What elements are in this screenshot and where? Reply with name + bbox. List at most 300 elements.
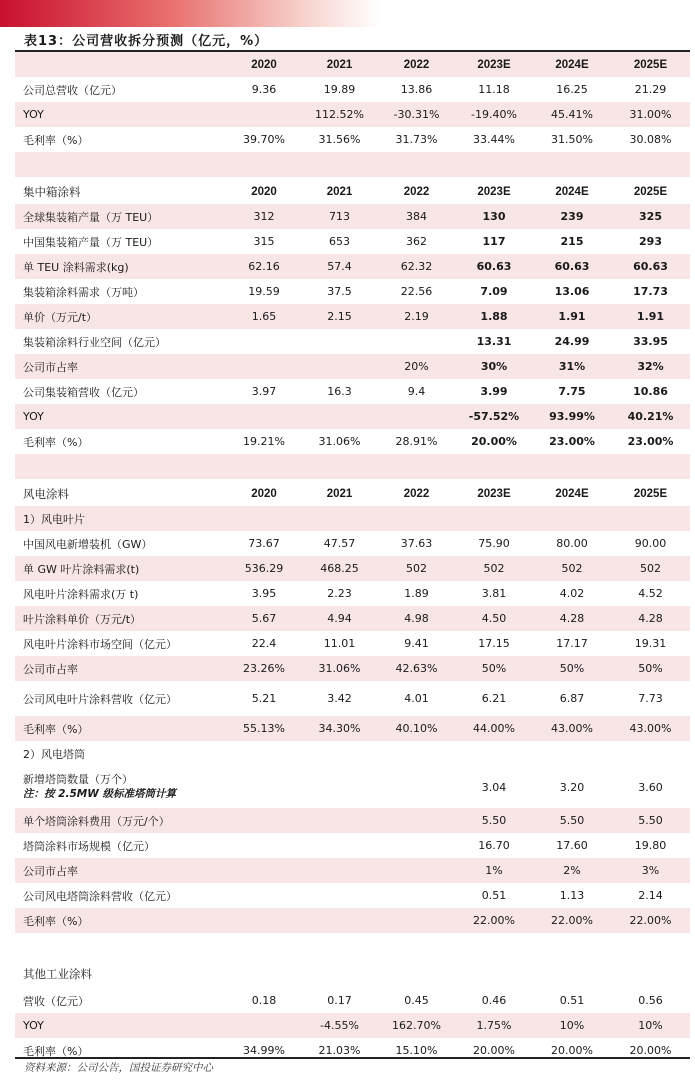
value-cell	[378, 329, 455, 354]
spacer-cell	[15, 152, 690, 177]
value-cell: 33.95	[633, 335, 668, 348]
value-cell: 239	[533, 204, 611, 229]
table-row	[15, 127, 690, 152]
value-cell: 1.88	[455, 304, 533, 329]
value-cell: 16.3	[327, 385, 352, 398]
value-cell: 7.73	[638, 692, 663, 705]
table-row	[15, 883, 690, 908]
row-label: 全球集装箱产量（万 TEU）	[15, 204, 227, 229]
table-row	[15, 858, 690, 883]
value-cell: 536.29	[227, 556, 301, 581]
value-cell	[227, 404, 301, 429]
value-cell: 3.04	[481, 780, 507, 794]
value-cell: 50%	[611, 656, 690, 681]
year-header: 2021	[326, 487, 353, 500]
value-cell: 4.98	[378, 606, 455, 631]
table-row	[15, 766, 690, 808]
spacer-cell	[15, 933, 690, 958]
value-cell: 30%	[455, 354, 533, 379]
table-row	[15, 254, 690, 279]
value-cell: 20.00%	[629, 1044, 672, 1057]
value-cell: 31.73%	[395, 133, 438, 146]
value-cell: 43.00%	[611, 716, 690, 741]
empty-cell	[611, 741, 690, 766]
value-cell	[227, 908, 301, 933]
value-cell: 3.60	[638, 780, 663, 794]
value-cell: 20.00%	[551, 1044, 593, 1057]
value-cell: 3.81	[481, 587, 507, 600]
row-label: YOY	[15, 1013, 227, 1038]
row-label: 单 GW 叶片涂料需求(t)	[15, 556, 227, 581]
value-cell: 502	[378, 556, 455, 581]
year-header: 2022	[403, 487, 430, 500]
table-row	[15, 656, 690, 681]
value-cell: 50%	[455, 656, 533, 681]
value-cell: 4.01	[404, 692, 429, 705]
row-label: 毛利率（%）	[15, 908, 227, 933]
value-cell: 0.18	[251, 994, 277, 1007]
value-cell: 31.00%	[611, 102, 690, 127]
value-cell: 19.21%	[243, 435, 285, 448]
value-cell	[378, 858, 455, 883]
value-cell: 112.52%	[301, 102, 378, 127]
value-cell	[378, 808, 455, 833]
empty-cell	[455, 741, 533, 766]
row-label: 叶片涂料单价（万元/t）	[15, 606, 227, 631]
year-header: 2024E	[555, 487, 589, 500]
row-label: 公司集装箱营收（亿元）	[23, 385, 144, 399]
value-cell	[227, 102, 301, 127]
value-cell: 22.4	[251, 637, 277, 650]
value-cell	[301, 404, 378, 429]
value-cell: 34.30%	[301, 716, 378, 741]
year-header: 2022	[378, 52, 455, 77]
year-header: 2025E	[633, 487, 668, 500]
value-cell: 0.51	[559, 994, 585, 1007]
table-header-row	[15, 52, 690, 77]
value-cell: 2.23	[327, 587, 352, 600]
value-cell: 60.63	[533, 254, 611, 279]
value-cell: 19.31	[634, 637, 667, 650]
value-cell	[301, 883, 378, 908]
value-cell: 9.36	[251, 83, 277, 96]
value-cell: 713	[301, 204, 378, 229]
value-cell	[378, 883, 455, 908]
table-row	[15, 556, 690, 581]
value-cell: -19.40%	[455, 102, 533, 127]
value-cell: 73.67	[248, 537, 280, 550]
value-cell: 10%	[533, 1013, 611, 1038]
value-cell: 4.52	[638, 587, 663, 600]
table-row	[15, 606, 690, 631]
value-cell: 47.57	[323, 537, 356, 550]
value-cell	[227, 883, 301, 908]
table-row	[15, 229, 690, 254]
value-cell	[378, 766, 455, 808]
value-cell: 2%	[533, 858, 611, 883]
value-cell: 93.99%	[533, 404, 611, 429]
value-cell: 9.4	[407, 385, 426, 398]
empty-cell	[301, 741, 378, 766]
table-row	[15, 988, 690, 1013]
value-cell: 19.89	[323, 83, 356, 96]
value-cell: 162.70%	[378, 1013, 455, 1038]
bottom-rule	[15, 1057, 690, 1059]
value-cell: 37.5	[327, 285, 352, 298]
empty-cell	[227, 506, 301, 531]
table-row	[15, 808, 690, 833]
spacer-row	[15, 454, 690, 479]
table-row	[15, 204, 690, 229]
value-cell: 10%	[611, 1013, 690, 1038]
spacer-row	[15, 152, 690, 177]
value-cell: 20.00%	[471, 435, 517, 448]
row-label: 集装箱涂料需求（万吨）	[23, 285, 144, 299]
value-cell	[301, 808, 378, 833]
table-row	[15, 531, 690, 556]
empty-cell	[227, 741, 301, 766]
value-cell: 0.45	[404, 994, 429, 1007]
value-cell: 3.42	[327, 692, 352, 705]
empty-cell	[533, 741, 611, 766]
year-header	[301, 960, 378, 988]
year-header: 2024E	[533, 52, 611, 77]
value-cell: 1%	[455, 858, 533, 883]
value-cell	[227, 858, 301, 883]
value-cell	[378, 833, 455, 858]
value-cell: 39.70%	[243, 133, 285, 146]
value-cell: 16.25	[556, 83, 588, 96]
calculation-note: 注：按 2.5MW 级标准塔筒计算	[23, 788, 176, 800]
value-cell: 33.44%	[473, 133, 515, 146]
year-header: 2025E	[633, 185, 668, 198]
value-cell: 40.10%	[378, 716, 455, 741]
value-cell: 22.00%	[611, 908, 690, 933]
value-cell: 10.86	[633, 385, 668, 398]
value-cell: 1.91	[611, 304, 690, 329]
value-cell: 312	[227, 204, 301, 229]
empty-cell	[533, 506, 611, 531]
value-cell: 653	[329, 235, 350, 248]
value-cell: 5.67	[227, 606, 301, 631]
value-cell: 19.80	[634, 839, 667, 852]
value-cell: 1.13	[559, 889, 585, 902]
year-header: 2023E	[455, 52, 533, 77]
table-header-row	[15, 481, 690, 506]
value-cell: 60.63	[611, 254, 690, 279]
section-label: 风电涂料	[23, 486, 69, 501]
table-row	[15, 404, 690, 429]
row-label-text: 新增塔筒数量（万个）	[23, 773, 133, 786]
row-label: YOY	[15, 404, 227, 429]
value-cell: 130	[455, 204, 533, 229]
row-label: 毛利率（%）	[23, 1044, 89, 1058]
value-cell: 7.09	[480, 285, 508, 298]
value-cell: 40.21%	[611, 404, 690, 429]
value-cell	[227, 808, 301, 833]
year-header	[533, 960, 611, 988]
value-cell: 44.00%	[455, 716, 533, 741]
year-header	[455, 960, 533, 988]
year-header: 2021	[301, 52, 378, 77]
value-cell: 43.00%	[533, 716, 611, 741]
value-cell: 5.21	[251, 692, 277, 705]
value-cell: 31.06%	[301, 656, 378, 681]
table-row	[15, 379, 690, 404]
table-row	[15, 631, 690, 656]
value-cell: 293	[639, 235, 662, 248]
value-cell	[301, 766, 378, 808]
year-header	[227, 960, 301, 988]
row-label: 公司总营收（亿元）	[23, 83, 122, 97]
value-cell: 6.87	[559, 692, 585, 705]
value-cell: 22.00%	[533, 908, 611, 933]
value-cell: 5.50	[455, 808, 533, 833]
table-row	[15, 102, 690, 127]
spacer-cell	[15, 454, 690, 479]
value-cell: 11.01	[323, 637, 356, 650]
value-cell: 0.56	[638, 994, 663, 1007]
value-cell: 37.63	[400, 537, 433, 550]
value-cell: 16.70	[478, 839, 510, 852]
value-cell: 315	[253, 235, 275, 248]
revenue-forecast-table	[15, 52, 690, 1063]
row-label: 毛利率（%）	[23, 133, 89, 147]
empty-cell	[378, 506, 455, 531]
value-cell: 13.31	[476, 335, 512, 348]
year-header: 2020	[251, 487, 277, 500]
row-label: 集装箱涂料行业空间（亿元）	[23, 335, 166, 349]
value-cell: 3.99	[480, 385, 508, 398]
value-cell: -57.52%	[455, 404, 533, 429]
table-row	[15, 908, 690, 933]
table-header-row	[15, 179, 690, 204]
row-label: 塔筒涂料市场规模（亿元）	[23, 839, 155, 853]
value-cell: 62.32	[378, 254, 455, 279]
row-label: 中国风电新增装机（GW）	[23, 537, 153, 551]
value-cell: -4.55%	[301, 1013, 378, 1038]
value-cell: 23.26%	[227, 656, 301, 681]
value-cell	[227, 833, 301, 858]
subsection-row	[15, 741, 690, 766]
row-label: 风电叶片涂料需求(万 t)	[23, 587, 139, 601]
row-label: 公司风电塔筒涂料营收（亿元）	[23, 889, 177, 903]
value-cell: 502	[533, 556, 611, 581]
row-label: 营收（亿元）	[23, 994, 89, 1008]
year-header: 2023E	[477, 185, 511, 198]
value-cell: 6.21	[481, 692, 507, 705]
value-cell: 0.17	[327, 994, 352, 1007]
row-label: 中国集装箱产量（万 TEU）	[23, 235, 159, 249]
value-cell: 31%	[533, 354, 611, 379]
year-header: 2020	[251, 185, 277, 198]
table-row	[15, 329, 690, 354]
value-cell: 502	[455, 556, 533, 581]
value-cell: 325	[611, 204, 690, 229]
empty-cell	[301, 506, 378, 531]
empty-cell	[455, 506, 533, 531]
value-cell: 0.46	[481, 994, 507, 1007]
year-header: 2023E	[477, 487, 511, 500]
value-cell: 20%	[378, 354, 455, 379]
value-cell: 3.20	[559, 780, 585, 794]
value-cell: 75.90	[478, 537, 510, 550]
value-cell: 31.06%	[318, 435, 361, 448]
value-cell: 4.94	[301, 606, 378, 631]
section-label	[15, 52, 227, 77]
value-cell: 117	[482, 235, 506, 248]
value-cell: 55.13%	[227, 716, 301, 741]
value-cell: 32%	[611, 354, 690, 379]
table-header-row	[15, 960, 690, 988]
table-row	[15, 833, 690, 858]
table-row	[15, 581, 690, 606]
value-cell: 4.28	[533, 606, 611, 631]
value-cell: 19.59	[248, 285, 280, 298]
value-cell: 3%	[611, 858, 690, 883]
value-cell: 13.86	[400, 83, 433, 96]
source-note: 资料来源：公司公告，国投证券研究中心	[24, 1062, 213, 1074]
year-header: 2022	[403, 185, 430, 198]
value-cell: 23.00%	[627, 435, 674, 448]
value-cell: 17.17	[556, 637, 588, 650]
value-cell	[227, 1013, 301, 1038]
value-cell: 34.99%	[243, 1044, 285, 1057]
value-cell: 1.89	[404, 587, 429, 600]
value-cell: 384	[378, 204, 455, 229]
value-cell: 1.91	[533, 304, 611, 329]
value-cell: 20.00%	[473, 1044, 515, 1057]
value-cell: 57.4	[301, 254, 378, 279]
row-label	[15, 766, 227, 808]
value-cell: -30.31%	[378, 102, 455, 127]
value-cell: 362	[406, 235, 427, 248]
value-cell: 4.28	[611, 606, 690, 631]
value-cell	[301, 354, 378, 379]
section-label: 其他工业涂料	[23, 967, 92, 981]
row-label: YOY	[15, 102, 227, 127]
section-label: 集中箱涂料	[23, 184, 81, 199]
value-cell	[301, 858, 378, 883]
value-cell	[227, 766, 301, 808]
value-cell: 5.50	[611, 808, 690, 833]
value-cell: 1.65	[227, 304, 301, 329]
row-label: 单个塔筒涂料费用（万元/个）	[15, 808, 227, 833]
value-cell: 468.25	[301, 556, 378, 581]
value-cell: 31.50%	[551, 133, 593, 146]
value-cell: 45.41%	[533, 102, 611, 127]
value-cell	[301, 329, 378, 354]
value-cell: 28.91%	[395, 435, 438, 448]
header-accent-bar	[0, 0, 380, 27]
value-cell: 21.03%	[318, 1044, 361, 1057]
value-cell: 80.00	[556, 537, 588, 550]
year-header	[611, 960, 690, 988]
empty-cell	[378, 741, 455, 766]
row-label: 公司风电叶片涂料营收（亿元）	[23, 692, 177, 706]
table-row	[15, 429, 690, 454]
row-label: 公司市占率	[15, 354, 227, 379]
value-cell: 11.18	[478, 83, 510, 96]
value-cell: 60.63	[455, 254, 533, 279]
row-label: 公司市占率	[15, 656, 227, 681]
table-row	[15, 1013, 690, 1038]
table-title: 表13：公司营收拆分预测（亿元，%）	[24, 34, 269, 49]
value-cell: 17.73	[633, 285, 668, 298]
value-cell: 502	[611, 556, 690, 581]
row-label: 单 TEU 涂料需求(kg)	[15, 254, 227, 279]
value-cell: 22.56	[400, 285, 433, 298]
table-row	[15, 354, 690, 379]
value-cell: 9.41	[404, 637, 429, 650]
value-cell: 2.19	[378, 304, 455, 329]
value-cell: 23.00%	[549, 435, 595, 448]
value-cell: 13.06	[554, 285, 590, 298]
subsection-row	[15, 506, 690, 531]
table-row	[15, 681, 690, 716]
value-cell: 22.00%	[455, 908, 533, 933]
value-cell: 21.29	[634, 83, 667, 96]
row-label: 毛利率（%）	[23, 435, 89, 449]
value-cell: 7.75	[558, 385, 586, 398]
subsection-label: 1）风电叶片	[15, 506, 227, 531]
table-row	[15, 77, 690, 102]
table-row	[15, 304, 690, 329]
table-row	[15, 279, 690, 304]
row-label: 风电叶片涂料市场空间（亿元）	[23, 637, 177, 651]
value-cell: 50%	[533, 656, 611, 681]
value-cell: 30.08%	[629, 133, 672, 146]
value-cell	[301, 833, 378, 858]
spacer-row	[15, 933, 690, 958]
value-cell: 2.14	[638, 889, 663, 902]
year-header: 2025E	[611, 52, 690, 77]
value-cell: 4.50	[455, 606, 533, 631]
value-cell: 62.16	[227, 254, 301, 279]
year-header	[378, 960, 455, 988]
year-header: 2021	[326, 185, 353, 198]
row-label: 毛利率（%）	[15, 716, 227, 741]
year-header: 2024E	[555, 185, 589, 198]
value-cell: 5.50	[533, 808, 611, 833]
row-label: 单价（万元/t）	[15, 304, 227, 329]
value-cell: 17.60	[556, 839, 588, 852]
value-cell: 31.56%	[318, 133, 361, 146]
value-cell: 215	[560, 235, 584, 248]
row-label: 公司市占率	[15, 858, 227, 883]
table-row	[15, 716, 690, 741]
value-cell: 0.51	[481, 889, 507, 902]
value-cell	[378, 404, 455, 429]
empty-cell	[611, 506, 690, 531]
value-cell: 17.15	[478, 637, 510, 650]
value-cell	[378, 908, 455, 933]
subsection-label: 2）风电塔筒	[23, 747, 85, 761]
value-cell	[227, 329, 301, 354]
value-cell	[227, 354, 301, 379]
value-cell	[301, 908, 378, 933]
value-cell: 15.10%	[395, 1044, 438, 1057]
value-cell: 3.97	[251, 385, 277, 398]
value-cell: 2.15	[301, 304, 378, 329]
value-cell: 1.75%	[455, 1013, 533, 1038]
value-cell: 42.63%	[378, 656, 455, 681]
value-cell: 4.02	[559, 587, 585, 600]
value-cell: 3.95	[251, 587, 277, 600]
year-header: 2020	[227, 52, 301, 77]
value-cell: 24.99	[554, 335, 590, 348]
value-cell: 90.00	[634, 537, 667, 550]
